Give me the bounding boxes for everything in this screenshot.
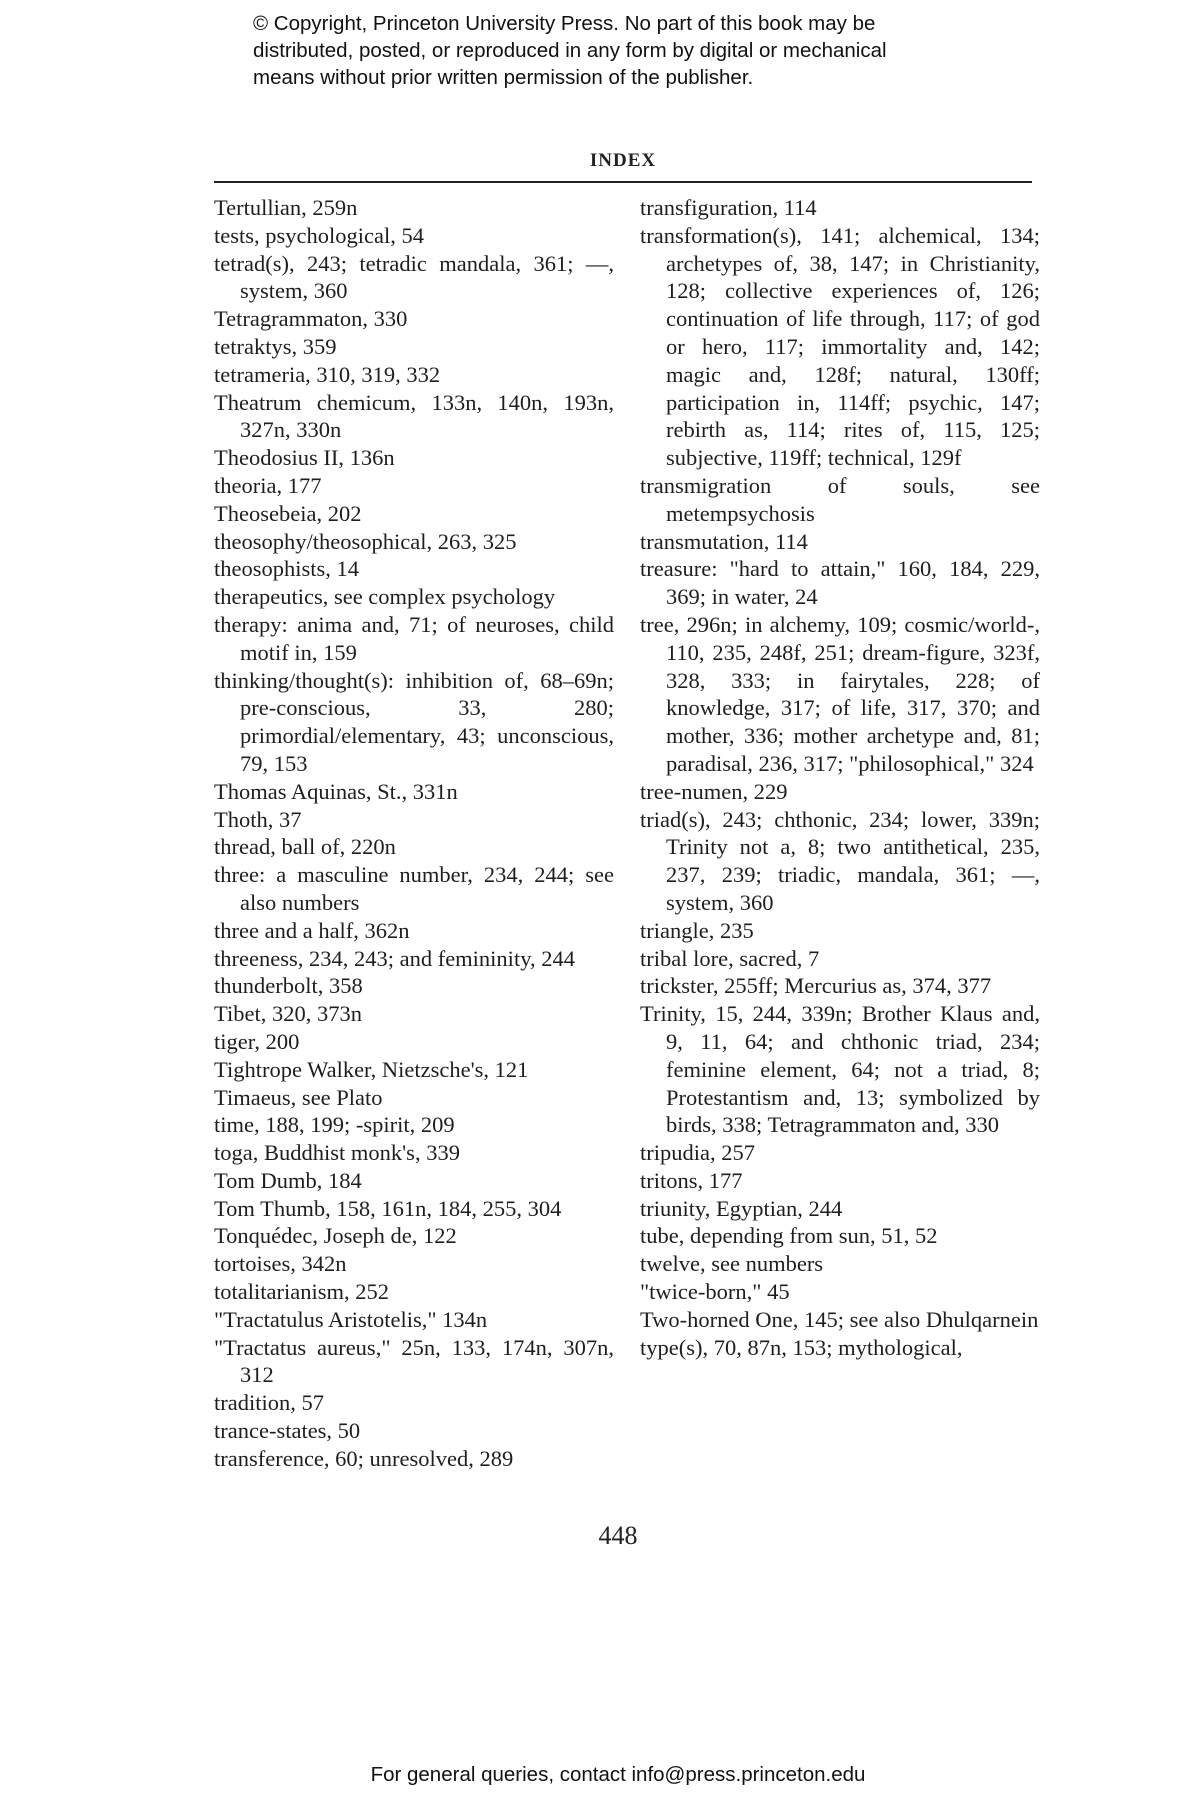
index-entry: Tightrope Walker, Nietzsche's, 121 xyxy=(214,1056,529,1082)
index-entry: trickster, 255ff; Mercurius as, 374, 377 xyxy=(640,973,992,999)
index-entry: Theosebeia, 202 xyxy=(214,500,362,526)
index-entry: tritons, 177 xyxy=(640,1167,743,1193)
index-entry: tiger, 200 xyxy=(214,1028,300,1054)
index-entry: Tom Thumb, 158, 161n, 184, 255, 304 xyxy=(214,1195,562,1221)
index-entry: triangle, 235 xyxy=(640,917,754,943)
index-entry: thread, ball of, 220n xyxy=(214,834,396,860)
index-entry: Tetragrammaton, 330 xyxy=(214,306,408,332)
index-entry: totalitarianism, 252 xyxy=(214,1279,389,1305)
index-entry: "Tractatulus Aristotelis," 134n xyxy=(214,1306,488,1332)
index-entry: Tom Dumb, 184 xyxy=(214,1167,362,1193)
index-entry: Thomas Aquinas, St., 331n xyxy=(214,778,458,804)
index-entry: trance-states, 50 xyxy=(214,1418,361,1444)
index-column-right xyxy=(640,194,1040,1361)
index-entry: Tertullian, 259n xyxy=(214,195,358,220)
index-entry: therapy: anima and, 71; of neuroses, child motif in, 159 xyxy=(214,611,614,665)
copyright-line: © Copyright, Princeton University Press. No part of this book may be xyxy=(253,12,876,35)
page-number: 448 xyxy=(598,1521,638,1550)
index-entry: time, 188, 199; -spirit, 209 xyxy=(214,1112,455,1138)
index-entry: Theatrum chemicum, 133n, 140n, 193n, 327n, 330n xyxy=(214,389,614,443)
index-entry: tests, psychological, 54 xyxy=(214,222,424,248)
index-entry: Theodosius II, 136n xyxy=(214,445,395,471)
contact-footer: For general queries, contact info@press.princeton.edu xyxy=(370,1763,866,1786)
index-entry: tree-numen, 229 xyxy=(640,778,788,804)
index-entry: transference, 60; unresolved, 289 xyxy=(214,1445,514,1471)
header-rule xyxy=(214,181,1032,183)
index-entry: Trinity, 15, 244, 339n; Brother Klaus and, 9, 11, 64; and chthonic triad, 234; feminine element, 64; not a triad, 8; Protestantism and, 13; symbolized by birds, 338; Tetragrammaton and, 330 xyxy=(640,1001,1040,1138)
copyright-notice xyxy=(253,10,1013,91)
index-entry: theosophists, 14 xyxy=(214,556,360,582)
index-entry: three: a masculine number, 234, 244; see also numbers xyxy=(214,862,614,915)
copyright-line: means without prior written permission of the publisher. xyxy=(253,66,754,89)
index-column-left xyxy=(214,194,614,1473)
index-entry: Thoth, 37 xyxy=(214,806,302,832)
index-entry: Tonquédec, Joseph de, 122 xyxy=(214,1223,457,1249)
index-entry: theoria, 177 xyxy=(214,472,322,498)
running-header: INDEX xyxy=(589,150,657,171)
index-entry: tortoises, 342n xyxy=(214,1251,347,1277)
index-entry: transfiguration, 114 xyxy=(640,195,817,220)
index-entry: tree, 296n; in alchemy, 109; cosmic/world-, 110, 235, 248f, 251; dream-figure, 323f, 328, 333; in fairytales, 228; of knowledge, 317; of life, 317, 370; and mother, 336; mother archetype and, 81; paradisal, 236, 317; "philosophical," 324 xyxy=(640,611,1040,776)
index-entry: twelve, see numbers xyxy=(640,1251,824,1277)
index-entry: "Tractatus aureus," 25n, 133, 174n, 307n, 312 xyxy=(214,1334,614,1388)
index-entry: Tibet, 320, 373n xyxy=(214,1001,362,1027)
index-entry: three and a half, 362n xyxy=(214,917,410,943)
index-entry: tradition, 57 xyxy=(214,1390,324,1416)
index-entry: Timaeus, see Plato xyxy=(214,1084,383,1110)
index-entry: tetrad(s), 243; tetradic mandala, 361; —, system, 360 xyxy=(214,250,614,304)
index-entry: tetrameria, 310, 319, 332 xyxy=(214,361,441,387)
index-entry: type(s), 70, 87n, 153; mythological, xyxy=(640,1334,963,1360)
index-entry: treasure: "hard to attain," 160, 184, 229, 369; in water, 24 xyxy=(640,556,1040,610)
index-entry: transmigration of souls, see metempsychosis xyxy=(640,472,1040,526)
index-entry: Two-horned One, 145; see also Dhulqarnein xyxy=(640,1306,1039,1332)
index-entry: tribal lore, sacred, 7 xyxy=(640,945,820,971)
index-entry: triad(s), 243; chthonic, 234; lower, 339n; Trinity not a, 8; two antithetical, 235, 237, 239; triadic, mandala, 361; —, system, 360 xyxy=(640,806,1040,915)
index-entry: theosophy/theosophical, 263, 325 xyxy=(214,528,517,554)
index-entry: threeness, 234, 243; and femininity, 244 xyxy=(214,945,575,971)
index-entry: thinking/thought(s): inhibition of, 68–69n; pre-conscious, 33, 280; primordial/elementary, 43; unconscious, 79, 153 xyxy=(214,667,614,776)
index-entry: therapeutics, see complex psychology xyxy=(214,584,556,610)
index-entry: "twice-born," 45 xyxy=(640,1279,790,1305)
index-entry: transmutation, 114 xyxy=(640,528,808,554)
index-entry: tripudia, 257 xyxy=(640,1140,755,1166)
copyright-line: distributed, posted, or reproduced in any form by digital or mechanical xyxy=(253,39,887,62)
index-entry: toga, Buddhist monk's, 339 xyxy=(214,1140,460,1166)
index-entry: thunderbolt, 358 xyxy=(214,973,363,999)
index-entry: triunity, Egyptian, 244 xyxy=(640,1195,843,1221)
index-entry: transformation(s), 141; alchemical, 134; archetypes of, 38, 147; in Christianity, 128; collective experiences of, 126; continuation of life through, 117; of god or hero, 117; immortality and, 142; magic and, 128f; natural, 130ff; participation in, 114ff; psychic, 147; rebirth as, 114; rites of, 115, 125; subjective, 119ff; technical, 129f xyxy=(640,222,1040,471)
index-entry: tetraktys, 359 xyxy=(214,333,337,359)
index-entry: tube, depending from sun, 51, 52 xyxy=(640,1223,938,1249)
